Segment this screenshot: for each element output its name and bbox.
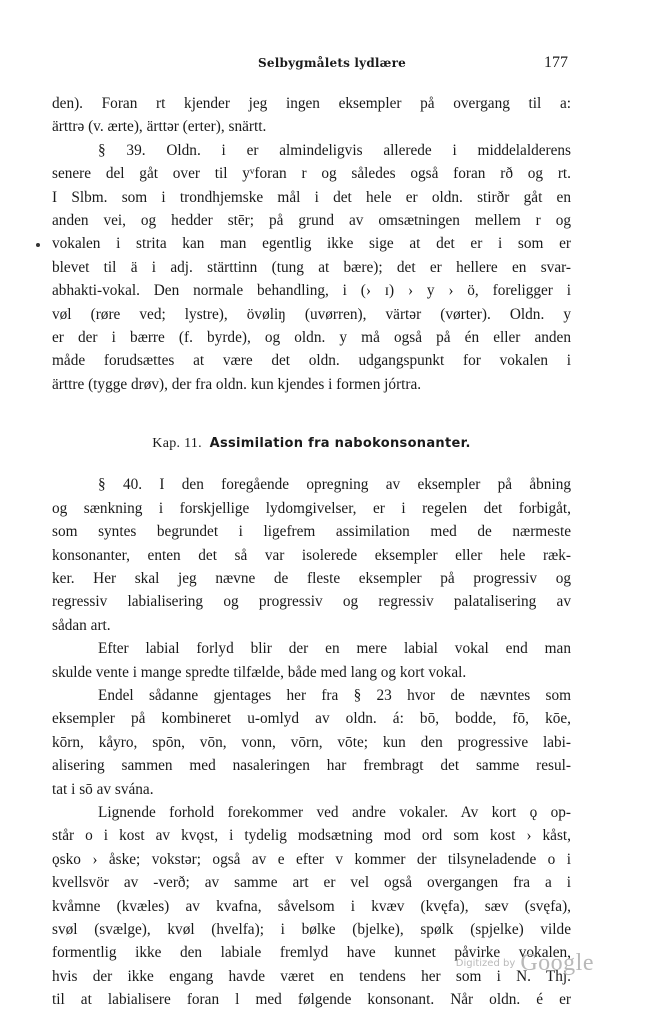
text-line: ärttre (tygge drøv), der fra oldn. kun kjendes i formen jórtra. (52, 375, 422, 393)
text-line: senere del gåt over til yᵛforan r og således også foran rð og rt. (52, 165, 571, 183)
text-line: anden vei, og hedder stēr; på grund av omsætningen mellem r og (52, 211, 571, 229)
text-line: ärttrə (v. ærte), ärttər (erter), snärtt. (52, 118, 267, 136)
text-line: alisering sammen med nasaleringen har frembragt det samme resul- (52, 757, 571, 775)
section-gap (52, 455, 571, 473)
text-line: og sænkning i forskjellige lydomgivelser, er i regelen det forbigåt, (52, 499, 571, 517)
text-line: som syntes begrundet i ligefrem assimilation med de nærmeste (52, 523, 571, 541)
text-line: ǫsko › åske; vokstər; også av e efter v kommer der tilsyneladende o i (52, 850, 571, 868)
text-line: kvåmne (kvæles) av kvafna, såvelsom i kvæv (kvęfa), sæv (svęfa), (52, 897, 571, 915)
chapter-title: Assimilation fra nabokonsonanter. (209, 436, 471, 452)
text-line: tat i sō av svána. (52, 780, 154, 798)
text-line: måde forudsættes at være det oldn. udgangspunkt for vokalen i (52, 352, 571, 370)
text-line: den). Foran rt kjender jeg ingen eksempler på overgang til a: (52, 95, 571, 112)
chapter-heading (52, 432, 571, 455)
section-gap (52, 396, 571, 414)
text-line: eksempler på kombineret u-omlyd av oldn. á: bō, bodde, fō, kōe, (52, 710, 571, 728)
digitization-watermark (0, 950, 594, 977)
text-line: står o i kost av kvǫst, i tydelig modsætning mod ord som kost › kåst, (52, 827, 571, 845)
text-line: regressiv labialisering og progressiv og regressiv palatalisering av (52, 593, 571, 611)
text-line: sådan art. (52, 616, 111, 634)
paragraph-start: § 39. Oldn. i er almindeligvis allerede i middelalderens (98, 141, 571, 159)
section-gap (52, 414, 571, 432)
text-line: svøl (svælge), kvøl (hvelfa); i bølke (bjelke), spølk (spjelke) vilde (52, 920, 571, 938)
paragraph-start: § 40. I den foregående opregning av eksempler på åbning (98, 476, 571, 494)
body-text (52, 92, 571, 1011)
page-header (0, 56, 664, 76)
margin-mark (36, 243, 40, 247)
paragraph-start: Endel sådanne gjentages her fra § 23 hvor de nævntes som (98, 686, 571, 704)
text-line: til at labialisere foran l med følgende konsonant. Når oldn. é er (52, 991, 571, 1009)
chapter-number: Kap. 11. (152, 436, 202, 452)
google-logo: Google (520, 950, 594, 976)
text-line: konsonanter, enten det så var isolerede eksempler eller hele ræk- (52, 546, 571, 564)
paragraph-start: Lignende forhold forekommer ved andre vokaler. Av kort ǫ op- (98, 803, 571, 821)
text-line: blevet til ä i adj. stärttinn (tung at bære); det er hellere en svar- (52, 258, 571, 276)
text-line: er der i bærre (f. byrde), og oldn. y må også på én eller anden (52, 328, 571, 346)
text-line: I Slbm. som i trondhjemske mål i det hele er oldn. stirðr gåt en (52, 188, 571, 206)
page-number: 177 (544, 54, 568, 71)
text-line: abhakti-vokal. Den normale behandling, i (› ɪ) › y › ö, foreligger i (52, 282, 571, 300)
text-line: hvis der ikke engang havde været en tendens her som i N. Thj. (52, 967, 571, 985)
text-line: ker. Her skal jeg nævne de fleste eksempler på progressiv og (52, 570, 571, 588)
text-line: kvellsvör av -verð; av samme art er vel også overgangen fra a i (52, 874, 571, 892)
text-line: kōrn, kåyro, spōn, vōn, vonn, vōrn, vōte; kun den progressive labi- (52, 733, 571, 751)
text-line: formentlig ikke den labiale fremlyd have kunnet påvirke vokalen, (52, 944, 571, 962)
watermark-prefix: Digitized by (455, 958, 516, 969)
running-title: Selbygmålets lydlære (258, 56, 406, 70)
paragraph-start: Efter labial forlyd blir der en mere labial vokal end man (98, 640, 571, 658)
text-line: skulde vente i mange spredte tilfælde, både med lang og kort vokal. (52, 663, 467, 681)
text-line: vøl (røre ved; lystre), övøliŋ (uvørren), värtər (vørter). Oldn. y (52, 305, 571, 323)
text-line: vokalen i strita kan man egentlig ikke sige at det er i som er (52, 235, 571, 253)
